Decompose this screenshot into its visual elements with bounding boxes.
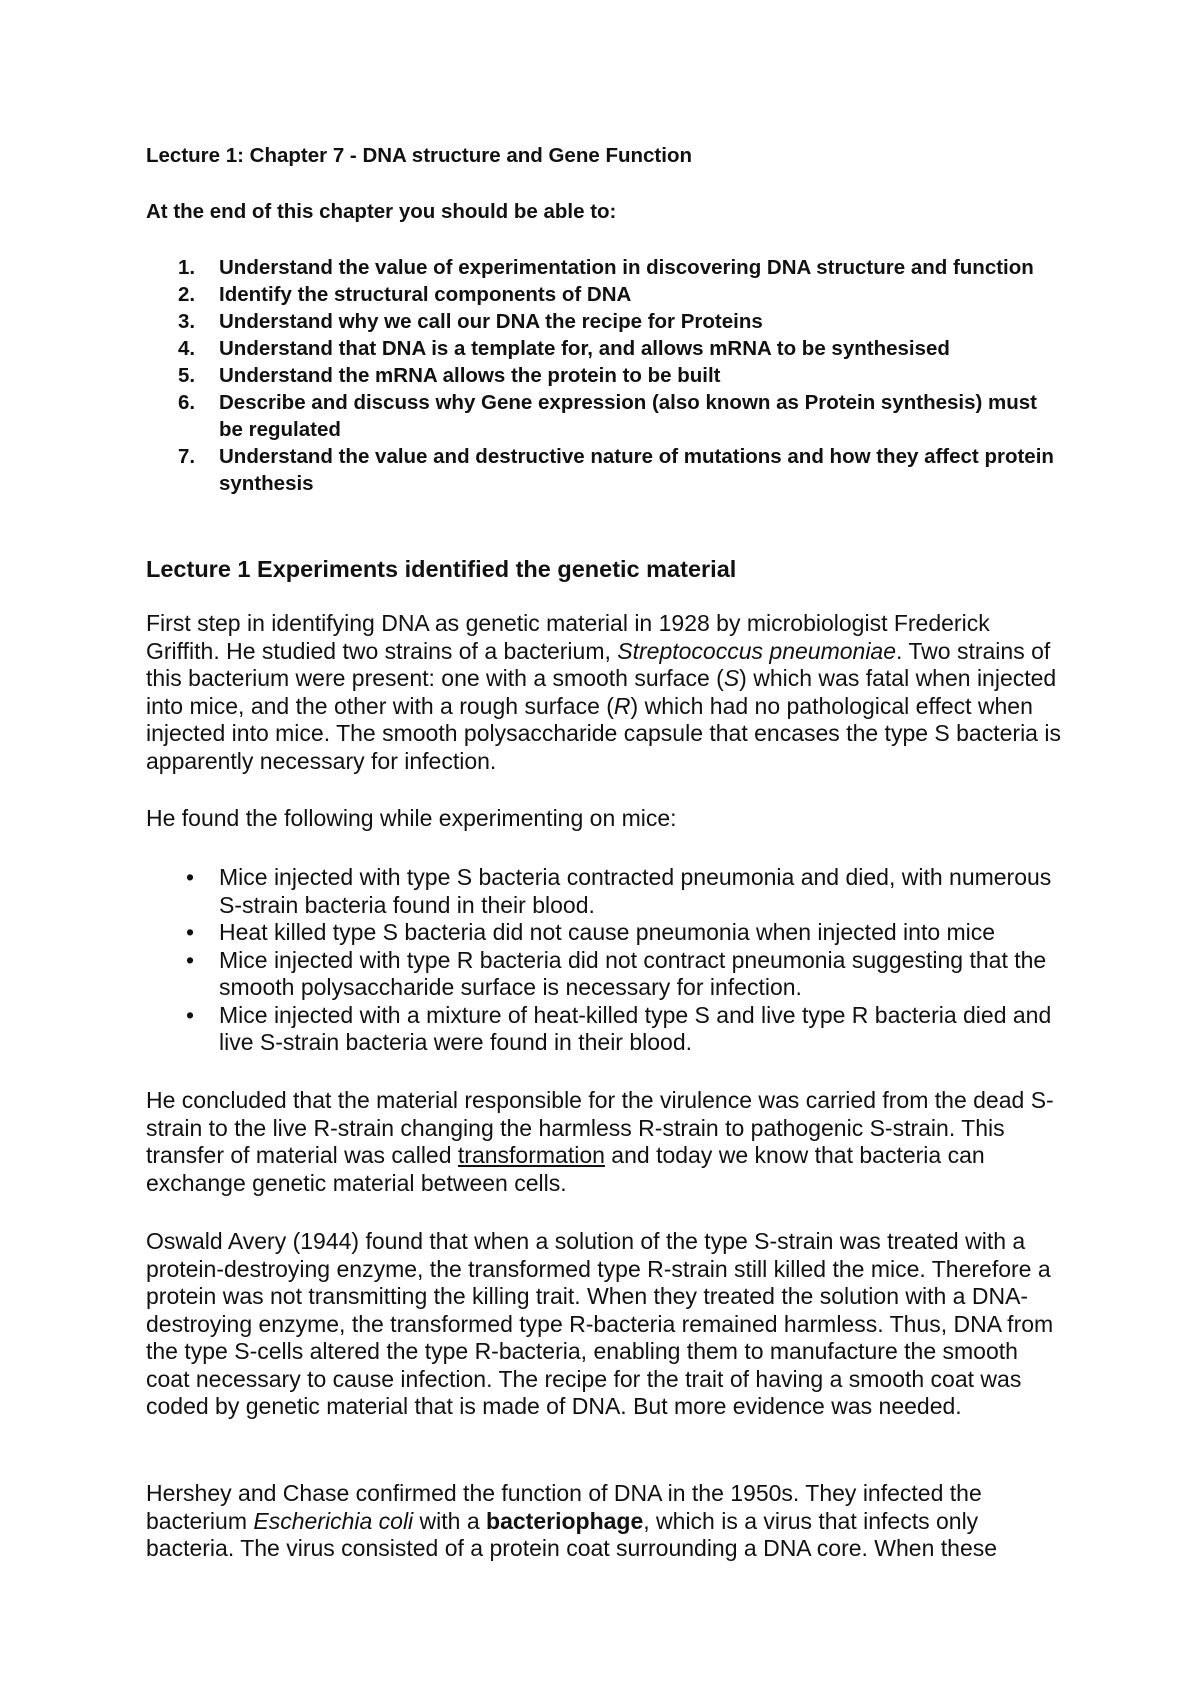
objective-item — [146, 308, 1066, 335]
strain-symbol-s: S — [723, 665, 740, 691]
objective-item — [146, 362, 1066, 389]
objectives-list — [146, 254, 1066, 497]
findings-intro: He found the following while experimenting on mice: — [146, 805, 677, 831]
species-name: Streptococcus pneumoniae — [617, 637, 897, 664]
objective-item — [146, 443, 1066, 497]
objective-number: 2. — [178, 283, 196, 306]
hershey-chase-paragraph — [146, 1480, 1066, 1563]
text-run: ) which was fatal when injected into mice, and the other with a rough surface ( — [146, 665, 1057, 719]
avery-paragraph: Oswald Avery (1944) found that when a solution of the type S-strain was treated with a protein-destroying enzyme, the transformed type R-strain still killed the mice. Therefore a protein was not transmitting the killing trait. When they treated the solution with a DNA-destroying enzyme, the transformed type R-bacteria remained harmless. Thus, DNA from the type S-cells altered the type R-bacteria, enabling them to manufacture the smooth coat necessary to cause infection. The recipe for the trait of having a smooth coat was coded by genetic material that is made of DNA. But more evidence was needed. — [146, 1228, 1054, 1419]
objective-number: 6. — [178, 391, 196, 414]
text-run: Hershey and Chase confirmed the function of DNA in the 1950s. They infected the bacterium — [146, 1480, 982, 1534]
text-run: . Two strains of this bacterium were present: one with a smooth surface ( — [146, 637, 1051, 691]
species-name: Escherichia coli — [253, 1507, 414, 1534]
findings-list — [146, 864, 1066, 1057]
objective-text: Describe and discuss why Gene expression (also known as Protein synthesis) must be regulated — [219, 391, 1037, 441]
finding-item — [146, 864, 1066, 919]
objective-text: Understand the value of experimentation in discovering DNA structure and function — [219, 256, 1034, 279]
objective-text: Understand the mRNA allows the protein to be built — [219, 364, 721, 387]
objective-item — [146, 389, 1066, 443]
finding-item — [146, 1002, 1066, 1057]
finding-item — [146, 947, 1066, 1002]
transformation-term: transformation — [457, 1142, 605, 1168]
finding-item — [146, 919, 1066, 947]
objective-number: 3. — [178, 310, 196, 333]
text-run: He concluded that the material responsible for the virulence was carried from the dead S-strain to the live R-strain changing the harmless R-strain to pathogenic S-strain. This transfer of material was called — [146, 1087, 1054, 1168]
bullet-icon: • — [186, 919, 195, 945]
conclusion-paragraph — [146, 1087, 1066, 1197]
finding-text: Mice injected with type R bacteria did not contract pneumonia suggesting that the smooth polysaccharide surface is necessary for infection. — [219, 946, 1047, 1000]
finding-text: Mice injected with type S bacteria contracted pneumonia and died, with numerous S-strain bacteria found in their blood. — [219, 864, 1052, 918]
objective-number: 1. — [178, 256, 196, 279]
objective-text: Identify the structural components of DNA — [219, 283, 632, 306]
objective-text: Understand why we call our DNA the recipe for Proteins — [219, 310, 763, 333]
objectives-intro: At the end of this chapter you should be able to: — [146, 200, 617, 223]
finding-text: Heat killed type S bacteria did not cause pneumonia when injected into mice — [219, 919, 996, 945]
lecture-title: Lecture 1: Chapter 7 - DNA structure and Gene Function — [146, 144, 692, 167]
text-run: ) which had no pathological effect when injected into mice. The smooth polysaccharide capsule that encases the type S bacteria is apparently necessary for infection. — [146, 692, 1061, 774]
objective-item — [146, 281, 1066, 308]
objective-number: 7. — [178, 445, 196, 468]
finding-text: Mice injected with a mixture of heat-killed type S and live type R bacteria died and live S-strain bacteria were found in their blood. — [219, 1001, 1052, 1055]
text-run: with a — [413, 1507, 487, 1534]
bullet-icon: • — [186, 864, 195, 890]
text-run: First step in identifying DNA as genetic material in 1928 by microbiologist Frederick Griffith. He studied two strains of a bacterium, — [146, 610, 990, 664]
griffith-paragraph — [146, 610, 1066, 775]
text-run: and today we know that bacteria can exchange genetic material between cells. — [146, 1142, 985, 1196]
text-run: , which is a virus that infects only bacteria. The virus consisted of a protein coat surrounding a DNA core. When these — [146, 1507, 998, 1561]
objective-text: Understand the value and destructive nature of mutations and how they affect protein synthesis — [219, 445, 1054, 495]
strain-symbol-r: R — [613, 692, 631, 719]
bullet-icon: • — [186, 946, 195, 973]
objective-text: Understand that DNA is a template for, and allows mRNA to be synthesised — [219, 337, 950, 360]
section-heading: Lecture 1 Experiments identified the genetic material — [146, 556, 737, 582]
objective-number: 5. — [178, 364, 196, 387]
objective-item — [146, 335, 1066, 362]
bullet-icon: • — [186, 1001, 195, 1028]
bacteriophage-term: bacteriophage — [486, 1507, 644, 1534]
objective-item — [146, 254, 1066, 281]
objective-number: 4. — [178, 337, 196, 360]
